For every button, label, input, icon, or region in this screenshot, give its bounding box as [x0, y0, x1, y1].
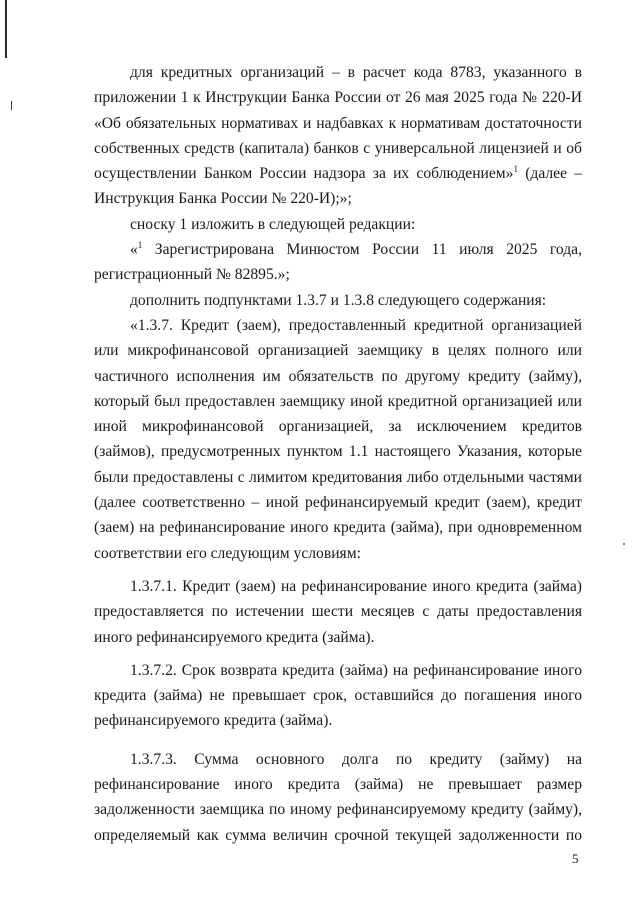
- page-number: 5: [572, 851, 579, 866]
- paragraph-5: «1.3.7. Кредит (заем), предоставленный кредитной организацией или микрофинансовой организацией заемщику в целях полного или частичного исполнения им обязательств по другому кредиту (займу), который был предоставлен заемщику иной кредитной организацией или иной микрофинансовой организацией, за исключением кредитов (займов), предусмотренных пунктом 1.1 настоящего Указания, которые были предоставлены с лимитом кредитования либо отдельными частями (далее соответственно – иной рефинансируемый кредит (заем), кредит (заем) на рефинансирование иного кредита (займа), при одновременном соответствии его следующим условиям:: [94, 316, 582, 562]
- scan-edge-mark: [5, 0, 7, 58]
- paragraph-8: 1.3.7.3. Сумма основного долга по кредиту (займу) на рефинансирование иного кредита (займа) не превышает размер задолженности заемщика по иному рефинансируемому кредиту (займу), определяемый как сумма величин срочной текущей задолженности по: [94, 750, 582, 844]
- paragraph-3: [94, 237, 582, 288]
- body-text: [94, 60, 582, 848]
- footnote-marker: 1: [513, 164, 518, 175]
- scan-dust-mark: [623, 543, 625, 545]
- paragraph-1: [94, 60, 582, 212]
- paragraph-4: дополнить подпунктами 1.3.7 и 1.3.8 следующего содержания:: [130, 291, 547, 309]
- paragraph-6: 1.3.7.1. Кредит (заем) на рефинансирование иного кредита (займа) предоставляется по истечении шести месяцев с даты предоставления иного рефинансируемого кредита (займа).: [94, 577, 582, 646]
- paragraph-7: 1.3.7.2. Срок возврата кредита (займа) на рефинансирование иного кредита (займа) не превышает срок, оставшийся до погашения иного рефинансируемого кредита (займа).: [94, 661, 582, 730]
- paragraph-3-quote: «: [130, 241, 138, 259]
- paragraph-1-text: для кредитных организаций – в расчет кода 8783, указанного в приложении 1 к Инструкции Банка России от 26 мая 2025 года № 220-И «Об обязательных нормативах и надбавках к нормативам достаточности собственных средств (капитала) банков с универсальной лицензией и об осуществлении Банком России надзора за их соблюдением»: [94, 64, 582, 183]
- paragraph-3-text: Зарегистрирована Минюстом России 11 июля 2025 года, регистрационный № 82895.»;: [94, 241, 582, 284]
- paragraph-1-tail: (далее – Инструкция Банка России № 220-И);»;: [94, 165, 582, 208]
- paragraph-2: сноску 1 изложить в следующей редакции:: [130, 215, 416, 233]
- scan-tick-mark: [11, 101, 12, 110]
- footnote-marker: 1: [137, 240, 143, 251]
